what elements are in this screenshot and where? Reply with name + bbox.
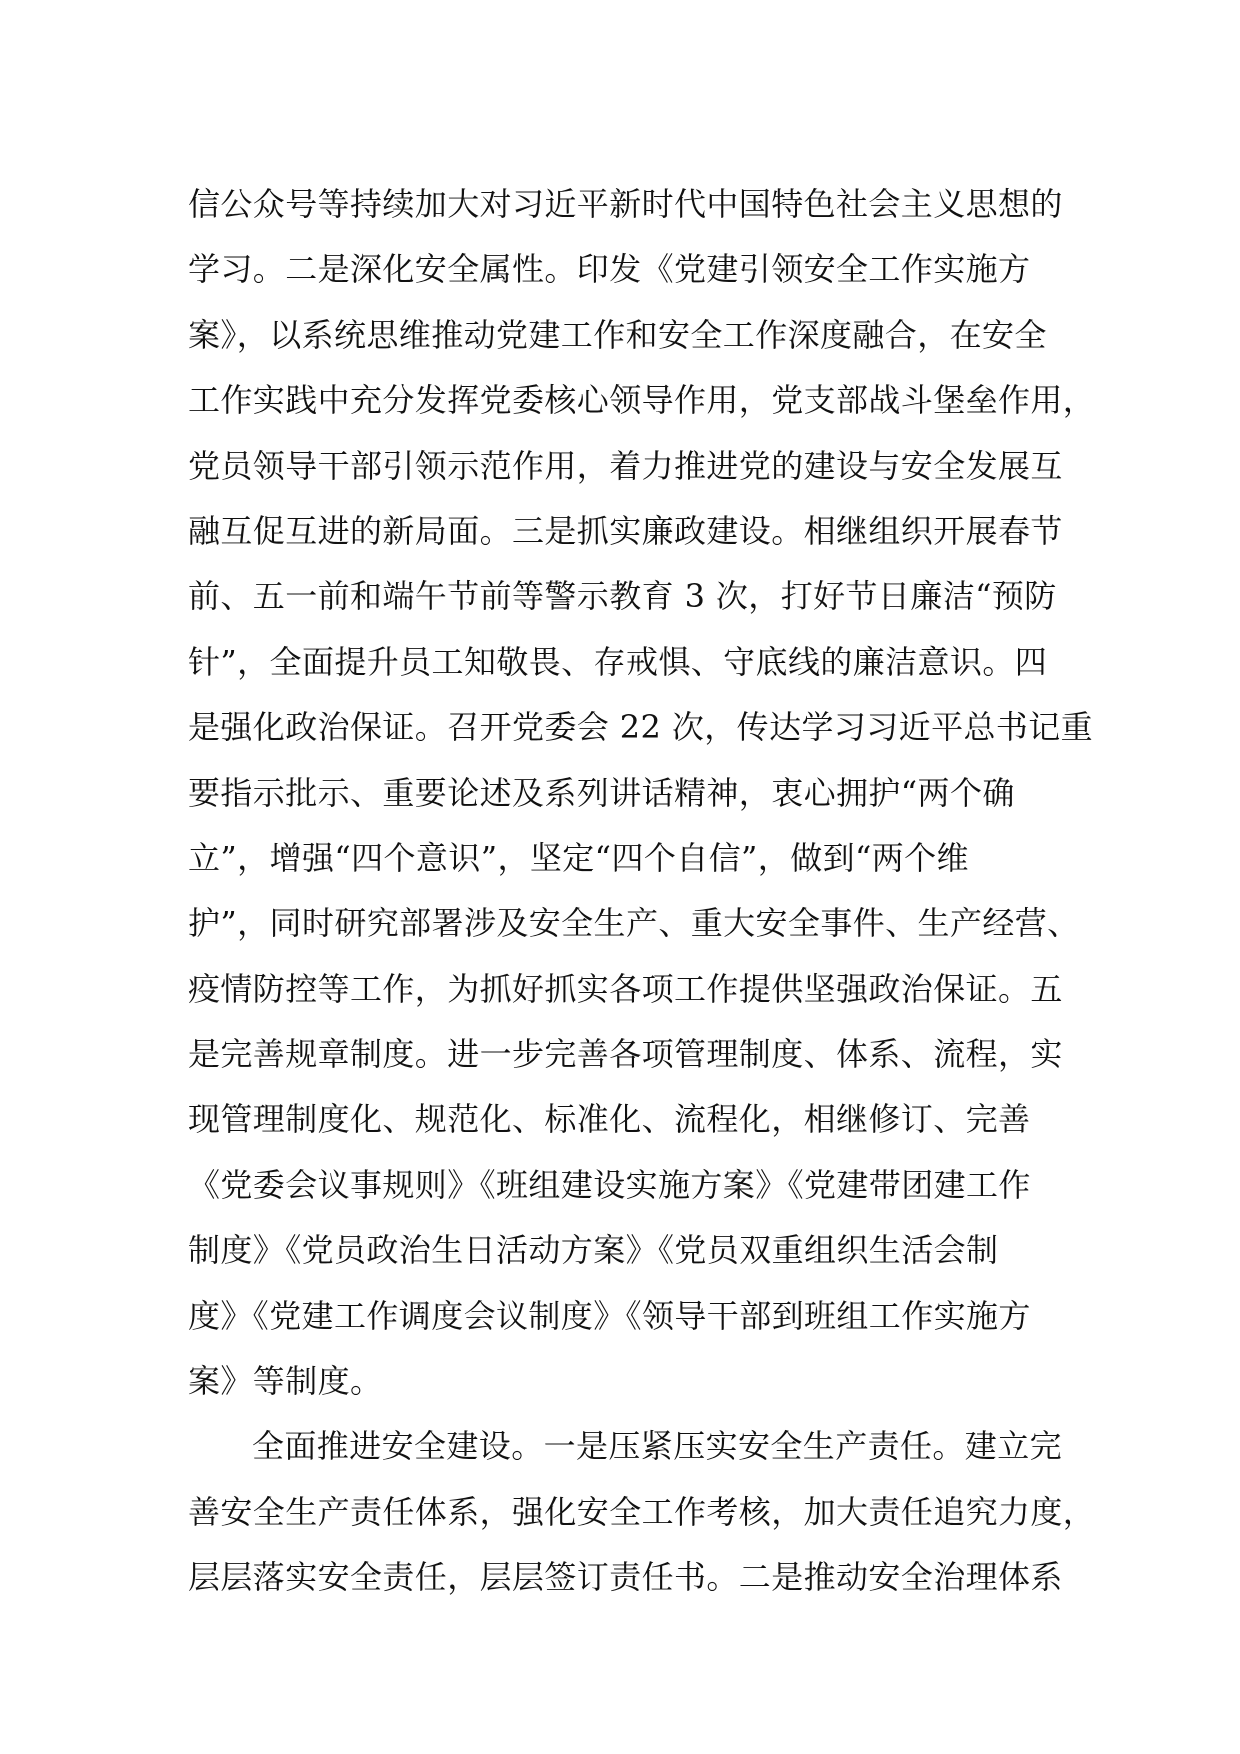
text-line: 《党委会议事规则》《班组建设实施方案》《党建带团建工作 [188,1165,1031,1204]
text-line: 是强化政治保证。召开党委会 22 次，传达学习习近平总书记重 [188,708,1094,747]
text-line: 要指示批示、重要论述及系列讲话精神，衷心拥护“两个确 [188,773,1015,812]
text-line: 学习。二是深化安全属性。印发《党建引领安全工作实施方 [188,250,1031,289]
text-line: 针”，全面提升员工知敬畏、存戒惧、守底线的廉洁意识。四 [188,642,1048,681]
text-line: 信公众号等持续加大对习近平新时代中国特色社会主义思想的 [188,185,1063,223]
text-line: 融互促互进的新局面。三是抓实廉政建设。相继组织开展春节 [188,511,1063,550]
text-line: 疫情防控等工作，为抓好抓实各项工作提供坚强政治保证。五 [188,969,1063,1008]
text-line: 度》《党建工作调度会议制度》《领导干部到班组工作实施方 [188,1296,1031,1335]
text-line: 护”，同时研究部署涉及安全生产、重大安全事件、生产经营、 [188,904,1080,943]
text-line: 全面推进安全建设。一是压紧压实安全生产责任。建立完 [252,1427,1063,1466]
document-body [188,172,1096,1611]
text-line: 前、五一前和端午节前等警示教育 3 次，打好节日廉洁“预防 [188,577,1057,616]
paragraph-1 [188,172,1096,1414]
text-line: 工作实践中充分发挥党委核心领导作用，党支部战斗堡垒作用， [188,381,1096,420]
text-line: 案》，以系统思维推动党建工作和安全工作深度融合，在安全 [188,315,1047,354]
text-line: 善安全生产责任体系，强化安全工作考核，加大责任追究力度， [188,1492,1096,1531]
text-line: 党员领导干部引领示范作用，着力推进党的建设与安全发展互 [188,446,1063,485]
text-line: 是完善规章制度。进一步完善各项管理制度、体系、流程，实 [188,1035,1063,1074]
paragraph-2 [188,1414,1096,1610]
text-line: 制度》《党员政治生日活动方案》《党员双重组织生活会制 [188,1231,999,1270]
text-line: 层层落实安全责任，层层签订责任书。二是推动安全治理体系 [188,1558,1063,1597]
text-line: 现管理制度化、规范化、标准化、流程化，相继修订、完善 [188,1100,1031,1139]
text-line: 案》等制度。 [188,1362,383,1401]
text-line: 立”，增强“四个意识”，坚定“四个自信”，做到“两个维 [188,838,969,877]
